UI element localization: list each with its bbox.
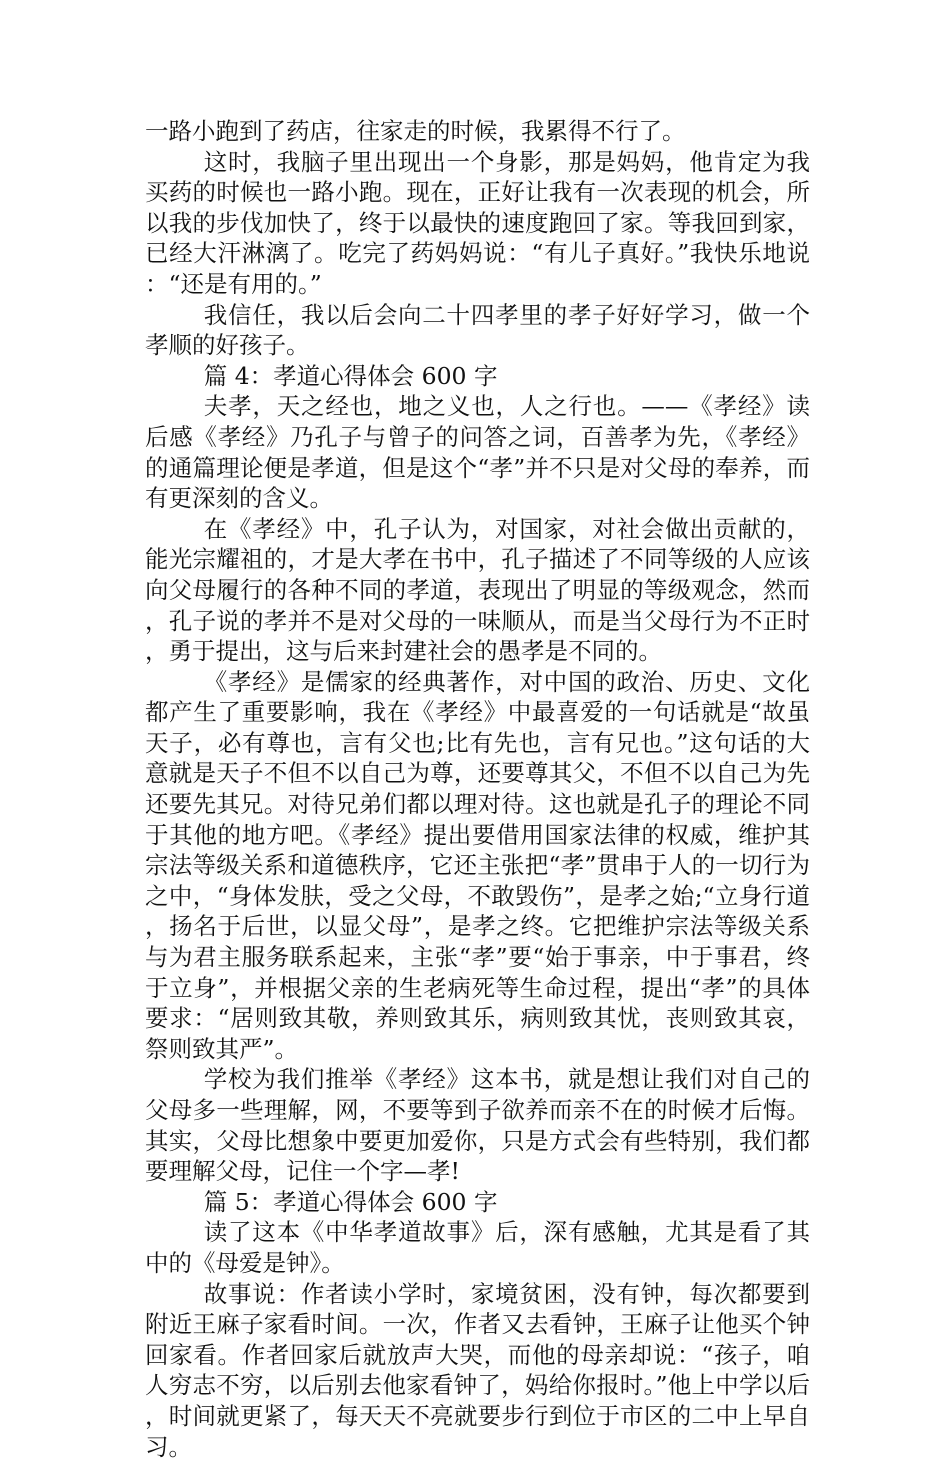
section-heading-5: 篇 5：孝道心得体会 600 字 <box>203 1187 498 1216</box>
section-heading-4: 篇 4：孝道心得体会 600 字 <box>203 361 498 390</box>
paragraph-1: 一路小跑到了药店，往家走的时候，我累得不行了。 <box>145 117 686 145</box>
paragraph-8: 学校为我们推举《孝经》这本书，就是想让我们对自己的父母多一些理解，网，不要等到子欲养而亲不在的时候才后悔。其实，父母比想象中要更加爱你，只是方式会有些特别，我们都要理解父母，记住一个字—孝! <box>145 1065 810 1186</box>
paragraph-5: 夫孝，天之经也，地之义也，人之行也。——《孝经》读后感《孝经》乃孔子与曾子的问答之词，百善孝为先，《孝经》的通篇理论便是孝道，但是这个“孝”并不只是对父母的奉养，而有更深刻的含义。 <box>145 392 810 513</box>
document-page <box>145 116 810 1462</box>
paragraph-7: 《孝经》是儒家的经典著作，对中国的政治、历史、文化都产生了重要影响，我在《孝经》中最喜爱的一句话就是“故虽天子，必有尊也，言有父也;比有先也，言有兄也。”这句话的大意就是天子不但不以自己为尊，还要尊其父，不但不以自己为先还要先其兄。对待兄弟们都以理对待。这也就是孔子的理论不同于其他的地方吧。《孝经》提出要借用国家法律的权威，维护其宗法等级关系和道德秩序，它还主张把“孝”贯串于人的一切行为之中，“身体发肤，受之父母，不敢毁伤”，是孝之始;“立身行道，扬名于后世，以显父母”，是孝之终。它把维护宗法等级关系与为君主服务联系起来，主张“孝”要“始于事亲，中于事君，终于立身”，并根据父亲的生老病死等生命过程，提出“孝”的具体要求：“居则致其敬，养则致其乐，病则致其忧，丧则致其哀，祭则致其严”。 <box>145 667 810 1063</box>
paragraph-3: 我信任，我以后会向二十四孝里的孝子好好学习，做一个孝顺的好孩子。 <box>145 300 810 360</box>
paragraph-11: 故事说：作者读小学时，家境贫困，没有钟，每次都要到附近王麻子家看时间。一次，作者又去看钟，王麻子让他买个钟回家看。作者回家后就放声大哭，而他的母亲却说：“孩子，咱人穷志不穷，以后别去他家看钟了，妈给你报时。”他上中学以后，时间就更紧了，每天天不亮就要步行到位于市区的二中上早自习。 <box>145 1279 810 1461</box>
paragraph-6: 在《孝经》中，孔子认为，对国家，对社会做出贡献的，能光宗耀祖的，才是大孝在书中，孔子描述了不同等级的人应该向父母履行的各种不同的孝道，表现出了明显的等级观念，然而，孔子说的孝并不是对父母的一味顺从，而是当父母行为不正时，勇于提出，这与后来封建社会的愚孝是不同的。 <box>145 514 810 666</box>
paragraph-10: 读了这本《中华孝道故事》后，深有感触，尤其是看了其中的《母爱是钟》。 <box>145 1218 810 1277</box>
paragraph-2: 这时，我脑子里出现出一个身影，那是妈妈，他肯定为我买药的时候也一路小跑。现在，正好让我有一次表现的机会，所以我的步伐加快了，终于以最快的速度跑回了家。等我回到家，已经大汗淋漓了。吃完了药妈妈说：“有儿子真好。”我快乐地说：“还是有用的。” <box>145 147 810 298</box>
